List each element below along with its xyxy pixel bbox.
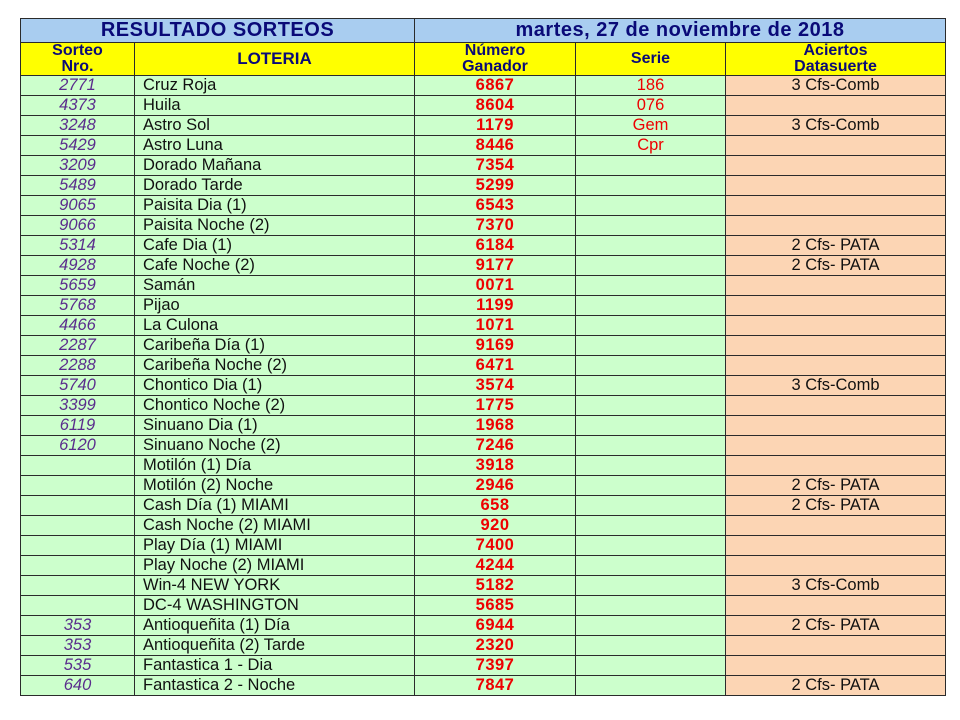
serie-cell	[576, 336, 726, 356]
serie-cell: Cpr	[576, 136, 726, 156]
aciertos-cell: 2 Cfs- PATA	[726, 496, 946, 516]
aciertos-cell: 3 Cfs-Comb	[726, 576, 946, 596]
table-row	[21, 256, 946, 276]
header-aciertos-line2: Datasuerte	[794, 58, 877, 75]
loteria-cell: DC-4 WASHINGTON	[135, 596, 415, 616]
serie-cell	[576, 196, 726, 216]
table-row	[21, 636, 946, 656]
table-row	[21, 196, 946, 216]
loteria-cell: Dorado Mañana	[135, 156, 415, 176]
table-row	[21, 396, 946, 416]
loteria-cell: Sinuano Dia (1)	[135, 416, 415, 436]
numero-cell: 8604	[415, 96, 576, 116]
numero-cell: 7847	[415, 676, 576, 696]
aciertos-cell	[726, 456, 946, 476]
table-row	[21, 176, 946, 196]
aciertos-cell	[726, 296, 946, 316]
loteria-cell: Cash Día (1) MIAMI	[135, 496, 415, 516]
sheet-date: martes, 27 de noviembre de 2018	[415, 19, 946, 43]
numero-cell: 1968	[415, 416, 576, 436]
table-row	[21, 276, 946, 296]
table-row	[21, 596, 946, 616]
sorteo-cell: 6120	[21, 436, 135, 456]
serie-cell	[576, 556, 726, 576]
serie-cell	[576, 596, 726, 616]
table-row	[21, 556, 946, 576]
numero-cell: 7397	[415, 656, 576, 676]
loteria-cell: Cafe Dia (1)	[135, 236, 415, 256]
sorteo-cell: 3209	[21, 156, 135, 176]
sorteo-cell: 353	[21, 616, 135, 636]
serie-cell: 076	[576, 96, 726, 116]
results-table	[20, 18, 946, 696]
aciertos-cell	[726, 196, 946, 216]
aciertos-cell	[726, 516, 946, 536]
sorteo-cell	[21, 496, 135, 516]
loteria-cell: Pijao	[135, 296, 415, 316]
numero-cell: 2946	[415, 476, 576, 496]
header-sorteo	[21, 43, 135, 76]
numero-cell: 3574	[415, 376, 576, 396]
aciertos-cell: 2 Cfs- PATA	[726, 256, 946, 276]
serie-cell	[576, 276, 726, 296]
serie-cell	[576, 496, 726, 516]
serie-cell	[576, 656, 726, 676]
numero-cell: 7246	[415, 436, 576, 456]
loteria-cell: Win-4 NEW YORK	[135, 576, 415, 596]
aciertos-cell: 2 Cfs- PATA	[726, 236, 946, 256]
sorteo-cell: 9065	[21, 196, 135, 216]
table-row	[21, 236, 946, 256]
aciertos-cell	[726, 416, 946, 436]
sorteo-cell: 535	[21, 656, 135, 676]
table-row	[21, 456, 946, 476]
header-numero-line1: Número	[464, 42, 526, 59]
header-sorteo-line1: Sorteo	[52, 42, 103, 59]
sorteo-cell: 4466	[21, 316, 135, 336]
loteria-cell: Play Noche (2) MIAMI	[135, 556, 415, 576]
sorteo-cell	[21, 456, 135, 476]
aciertos-cell	[726, 656, 946, 676]
header-numero-line2: Ganador	[462, 58, 528, 75]
header-loteria: LOTERIA	[135, 43, 415, 76]
numero-cell: 5685	[415, 596, 576, 616]
header-aciertos-line1: Aciertos	[803, 42, 868, 59]
loteria-cell: La Culona	[135, 316, 415, 336]
sorteo-cell: 6119	[21, 416, 135, 436]
serie-cell	[576, 636, 726, 656]
sorteo-cell: 2287	[21, 336, 135, 356]
numero-cell: 3918	[415, 456, 576, 476]
numero-cell: 7400	[415, 536, 576, 556]
numero-cell: 9177	[415, 256, 576, 276]
sorteo-cell: 5740	[21, 376, 135, 396]
sorteo-cell	[21, 556, 135, 576]
aciertos-cell	[726, 556, 946, 576]
sorteo-cell	[21, 476, 135, 496]
table-row	[21, 376, 946, 396]
numero-cell: 6471	[415, 356, 576, 376]
numero-cell: 7354	[415, 156, 576, 176]
serie-cell	[576, 416, 726, 436]
serie-cell	[576, 676, 726, 696]
numero-cell: 4244	[415, 556, 576, 576]
table-row	[21, 96, 946, 116]
numero-cell: 8446	[415, 136, 576, 156]
aciertos-cell	[726, 636, 946, 656]
sorteo-cell: 353	[21, 636, 135, 656]
aciertos-cell	[726, 156, 946, 176]
serie-cell	[576, 256, 726, 276]
header-sorteo-line2: Nro.	[61, 58, 94, 75]
numero-cell: 6867	[415, 76, 576, 96]
table-row	[21, 436, 946, 456]
table-row	[21, 216, 946, 236]
loteria-cell: Chontico Noche (2)	[135, 396, 415, 416]
sorteo-cell: 3399	[21, 396, 135, 416]
loteria-cell: Fantastica 2 - Noche	[135, 676, 415, 696]
sorteo-cell: 3248	[21, 116, 135, 136]
serie-cell	[576, 516, 726, 536]
table-row	[21, 656, 946, 676]
loteria-cell: Motilón (2) Noche	[135, 476, 415, 496]
sorteo-cell: 5659	[21, 276, 135, 296]
loteria-cell: Chontico Dia (1)	[135, 376, 415, 396]
serie-cell	[576, 356, 726, 376]
serie-cell	[576, 436, 726, 456]
aciertos-cell	[726, 596, 946, 616]
aciertos-cell	[726, 96, 946, 116]
aciertos-cell: 3 Cfs-Comb	[726, 76, 946, 96]
loteria-cell: Antioqueñita (2) Tarde	[135, 636, 415, 656]
numero-cell: 0071	[415, 276, 576, 296]
numero-cell: 9169	[415, 336, 576, 356]
loteria-cell: Caribeña Noche (2)	[135, 356, 415, 376]
loteria-cell: Huila	[135, 96, 415, 116]
serie-cell	[576, 156, 726, 176]
serie-cell	[576, 316, 726, 336]
table-row	[21, 476, 946, 496]
sorteo-cell	[21, 516, 135, 536]
serie-cell	[576, 476, 726, 496]
title-row	[21, 19, 946, 43]
aciertos-cell	[726, 396, 946, 416]
numero-cell: 6944	[415, 616, 576, 636]
numero-cell: 1071	[415, 316, 576, 336]
loteria-cell: Play Día (1) MIAMI	[135, 536, 415, 556]
numero-cell: 2320	[415, 636, 576, 656]
serie-cell	[576, 216, 726, 236]
sorteo-cell: 4928	[21, 256, 135, 276]
numero-cell: 5299	[415, 176, 576, 196]
header-numero	[415, 43, 576, 76]
sorteo-cell	[21, 536, 135, 556]
serie-cell	[576, 376, 726, 396]
serie-cell	[576, 296, 726, 316]
numero-cell: 7370	[415, 216, 576, 236]
table-row	[21, 616, 946, 636]
serie-cell	[576, 176, 726, 196]
serie-cell: Gem	[576, 116, 726, 136]
table-row	[21, 156, 946, 176]
sorteo-cell: 4373	[21, 96, 135, 116]
table-row	[21, 496, 946, 516]
aciertos-cell	[726, 276, 946, 296]
aciertos-cell: 2 Cfs- PATA	[726, 676, 946, 696]
table-row	[21, 116, 946, 136]
numero-cell: 1775	[415, 396, 576, 416]
serie-cell	[576, 616, 726, 636]
table-row	[21, 416, 946, 436]
numero-cell: 6543	[415, 196, 576, 216]
serie-cell	[576, 236, 726, 256]
numero-cell: 6184	[415, 236, 576, 256]
numero-cell: 1179	[415, 116, 576, 136]
loteria-cell: Caribeña Día (1)	[135, 336, 415, 356]
aciertos-cell	[726, 336, 946, 356]
sorteo-cell	[21, 576, 135, 596]
loteria-cell: Paisita Noche (2)	[135, 216, 415, 236]
loteria-cell: Samán	[135, 276, 415, 296]
loteria-cell: Cruz Roja	[135, 76, 415, 96]
loteria-cell: Fantastica 1 - Dia	[135, 656, 415, 676]
loteria-cell: Cash Noche (2) MIAMI	[135, 516, 415, 536]
table-row	[21, 676, 946, 696]
loteria-cell: Sinuano Noche (2)	[135, 436, 415, 456]
sorteo-cell: 5429	[21, 136, 135, 156]
loteria-cell: Cafe Noche (2)	[135, 256, 415, 276]
aciertos-cell	[726, 316, 946, 336]
aciertos-cell	[726, 136, 946, 156]
aciertos-cell: 3 Cfs-Comb	[726, 376, 946, 396]
sorteo-cell: 2288	[21, 356, 135, 376]
loteria-cell: Antioqueñita (1) Día	[135, 616, 415, 636]
loteria-cell: Paisita Dia (1)	[135, 196, 415, 216]
numero-cell: 5182	[415, 576, 576, 596]
aciertos-cell: 2 Cfs- PATA	[726, 616, 946, 636]
sorteo-cell: 5768	[21, 296, 135, 316]
loteria-cell: Astro Sol	[135, 116, 415, 136]
header-aciertos	[726, 43, 946, 76]
serie-cell	[576, 576, 726, 596]
aciertos-cell	[726, 436, 946, 456]
sheet-title: RESULTADO SORTEOS	[21, 19, 415, 43]
table-row	[21, 136, 946, 156]
serie-cell	[576, 396, 726, 416]
table-row	[21, 296, 946, 316]
loteria-cell: Motilón (1) Día	[135, 456, 415, 476]
aciertos-cell	[726, 356, 946, 376]
sorteo-cell: 2771	[21, 76, 135, 96]
table-row	[21, 316, 946, 336]
serie-cell: 186	[576, 76, 726, 96]
sorteo-cell: 9066	[21, 216, 135, 236]
table-row	[21, 536, 946, 556]
aciertos-cell	[726, 176, 946, 196]
numero-cell: 658	[415, 496, 576, 516]
sorteo-cell: 5489	[21, 176, 135, 196]
serie-cell	[576, 536, 726, 556]
sorteo-cell	[21, 596, 135, 616]
sorteo-cell: 5314	[21, 236, 135, 256]
table-row	[21, 576, 946, 596]
header-row	[21, 43, 946, 76]
aciertos-cell	[726, 216, 946, 236]
table-row	[21, 516, 946, 536]
numero-cell: 920	[415, 516, 576, 536]
numero-cell: 1199	[415, 296, 576, 316]
table-row	[21, 356, 946, 376]
serie-cell	[576, 456, 726, 476]
table-row	[21, 336, 946, 356]
sorteo-cell: 640	[21, 676, 135, 696]
loteria-cell: Astro Luna	[135, 136, 415, 156]
table-row	[21, 76, 946, 96]
aciertos-cell: 2 Cfs- PATA	[726, 476, 946, 496]
header-serie: Serie	[576, 43, 726, 76]
aciertos-cell: 3 Cfs-Comb	[726, 116, 946, 136]
aciertos-cell	[726, 536, 946, 556]
loteria-cell: Dorado Tarde	[135, 176, 415, 196]
